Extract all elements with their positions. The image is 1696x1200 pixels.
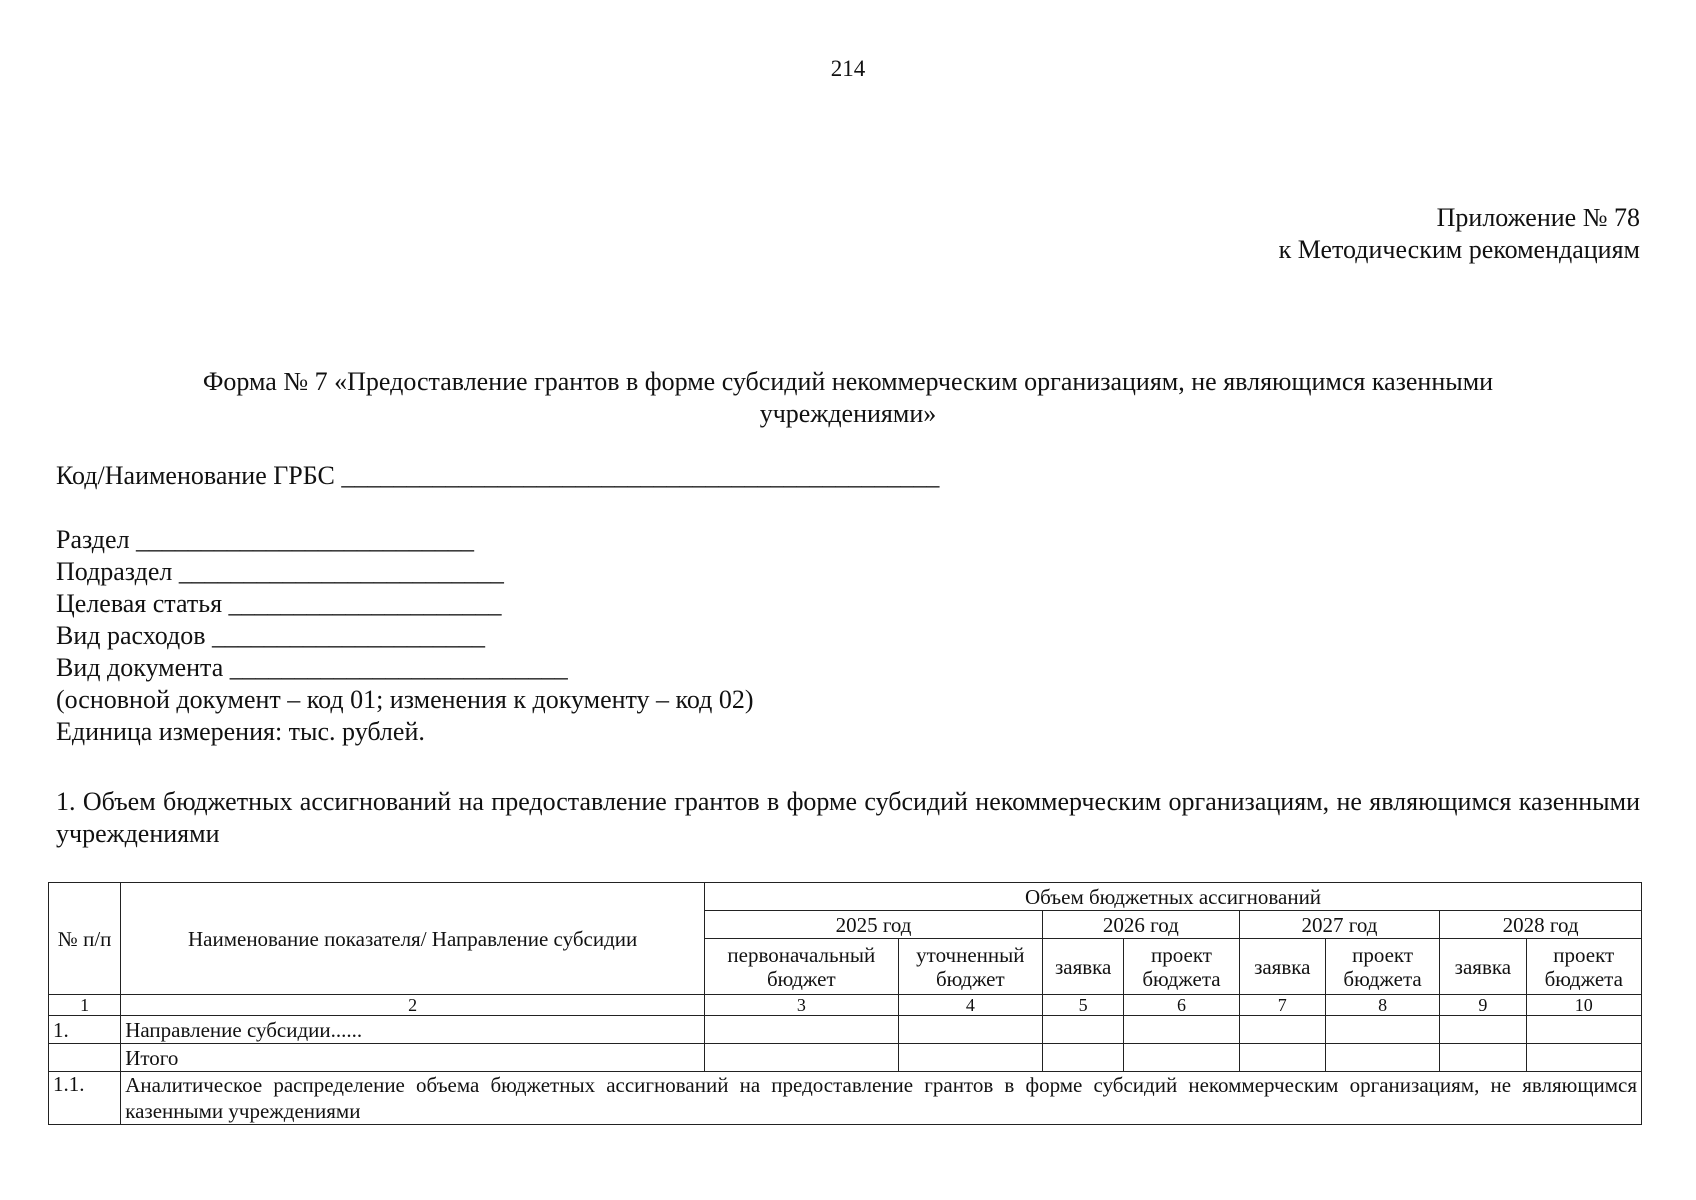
subheader-request-2028: заявка bbox=[1440, 939, 1526, 995]
header-budget-volume: Объем бюджетных ассигнований bbox=[705, 883, 1642, 911]
column-number: 6 bbox=[1124, 995, 1239, 1016]
column-number: 10 bbox=[1526, 995, 1641, 1016]
column-number: 8 bbox=[1325, 995, 1439, 1016]
subheader-initial-budget: первоначальный бюджет bbox=[705, 939, 899, 995]
row-number: 1.1. bbox=[49, 1072, 121, 1125]
column-number: 1 bbox=[49, 995, 121, 1016]
header-year-2025: 2025 год bbox=[705, 911, 1043, 939]
header-year-2028: 2028 год bbox=[1440, 911, 1642, 939]
appendix-line-2: к Методическим рекомендациям bbox=[1278, 235, 1640, 264]
empty-cell bbox=[1239, 1044, 1325, 1072]
form-title: Форма № 7 «Предоставление грантов в форме субсидий некоммерческим организациям, не являющимся казенными учреждениями» bbox=[202, 367, 1494, 428]
empty-cell bbox=[1526, 1044, 1641, 1072]
document-type-note: (основной документ – код 01; изменения к документу – код 02) bbox=[56, 685, 754, 714]
subheader-draft-budget-2026: проект бюджета bbox=[1124, 939, 1239, 995]
empty-cell bbox=[1124, 1016, 1239, 1044]
form-fields bbox=[56, 460, 939, 748]
empty-cell bbox=[1440, 1016, 1526, 1044]
column-number: 5 bbox=[1043, 995, 1124, 1016]
page-number: 214 bbox=[830, 56, 866, 81]
row-name-total: Итого bbox=[121, 1044, 705, 1072]
target-article-field: Целевая статья _____________________ bbox=[56, 589, 502, 618]
empty-cell bbox=[1124, 1044, 1239, 1072]
empty-cell bbox=[705, 1016, 899, 1044]
expense-type-field: Вид расходов _____________________ bbox=[56, 621, 485, 650]
empty-cell bbox=[1325, 1016, 1439, 1044]
empty-cell bbox=[1440, 1044, 1526, 1072]
table-row bbox=[49, 1016, 1642, 1044]
column-numbers-row bbox=[49, 995, 1642, 1016]
section-title: 1. Объем бюджетных ассигнований на предоставление грантов в форме субсидий некоммерческим организациям, не являющимся казенными учреждениями bbox=[56, 787, 1640, 848]
column-number: 4 bbox=[898, 995, 1042, 1016]
subheader-request-2026: заявка bbox=[1043, 939, 1124, 995]
empty-cell bbox=[1239, 1016, 1325, 1044]
unit-of-measure: Единица измерения: тыс. рублей. bbox=[56, 717, 425, 746]
row-number: 1. bbox=[49, 1016, 121, 1044]
subheader-draft-budget-2027: проект бюджета bbox=[1325, 939, 1439, 995]
column-number: 9 bbox=[1440, 995, 1526, 1016]
section-field: Раздел __________________________ bbox=[56, 525, 475, 554]
table-row bbox=[49, 1044, 1642, 1072]
appendix-reference bbox=[1279, 202, 1640, 266]
subheader-draft-budget-2028: проект бюджета bbox=[1526, 939, 1641, 995]
subsection-field: Подраздел _________________________ bbox=[56, 557, 504, 586]
empty-cell bbox=[1526, 1016, 1641, 1044]
grbs-field: Код/Наименование ГРБС ______________________________________________ bbox=[56, 461, 940, 490]
appendix-line-1: Приложение № 78 bbox=[1436, 203, 1640, 232]
table-row bbox=[49, 1072, 1642, 1125]
empty-cell bbox=[898, 1016, 1042, 1044]
empty-cell bbox=[1043, 1044, 1124, 1072]
subheader-request-2027: заявка bbox=[1239, 939, 1325, 995]
header-year-2026: 2026 год bbox=[1043, 911, 1240, 939]
header-number: № п/п bbox=[49, 883, 121, 995]
column-number: 7 bbox=[1239, 995, 1325, 1016]
empty-cell bbox=[898, 1044, 1042, 1072]
row-name: Направление субсидии...... bbox=[121, 1016, 705, 1044]
document-type-field: Вид документа __________________________ bbox=[56, 653, 568, 682]
header-indicator-name: Наименование показателя/ Направление субсидии bbox=[121, 883, 705, 995]
header-year-2027: 2027 год bbox=[1239, 911, 1440, 939]
empty-cell bbox=[1325, 1044, 1439, 1072]
budget-table bbox=[48, 882, 1642, 1125]
column-number: 2 bbox=[121, 995, 705, 1016]
empty-cell bbox=[1043, 1016, 1124, 1044]
row-name-analytical: Аналитическое распределение объема бюджетных ассигнований на предоставление грантов в форме субсидий некоммерческим организациям, не являющимся казенными учреждениями bbox=[121, 1072, 1642, 1125]
empty-cell bbox=[705, 1044, 899, 1072]
subheader-revised-budget: уточненный бюджет bbox=[898, 939, 1042, 995]
row-number bbox=[49, 1044, 121, 1072]
column-number: 3 bbox=[705, 995, 899, 1016]
